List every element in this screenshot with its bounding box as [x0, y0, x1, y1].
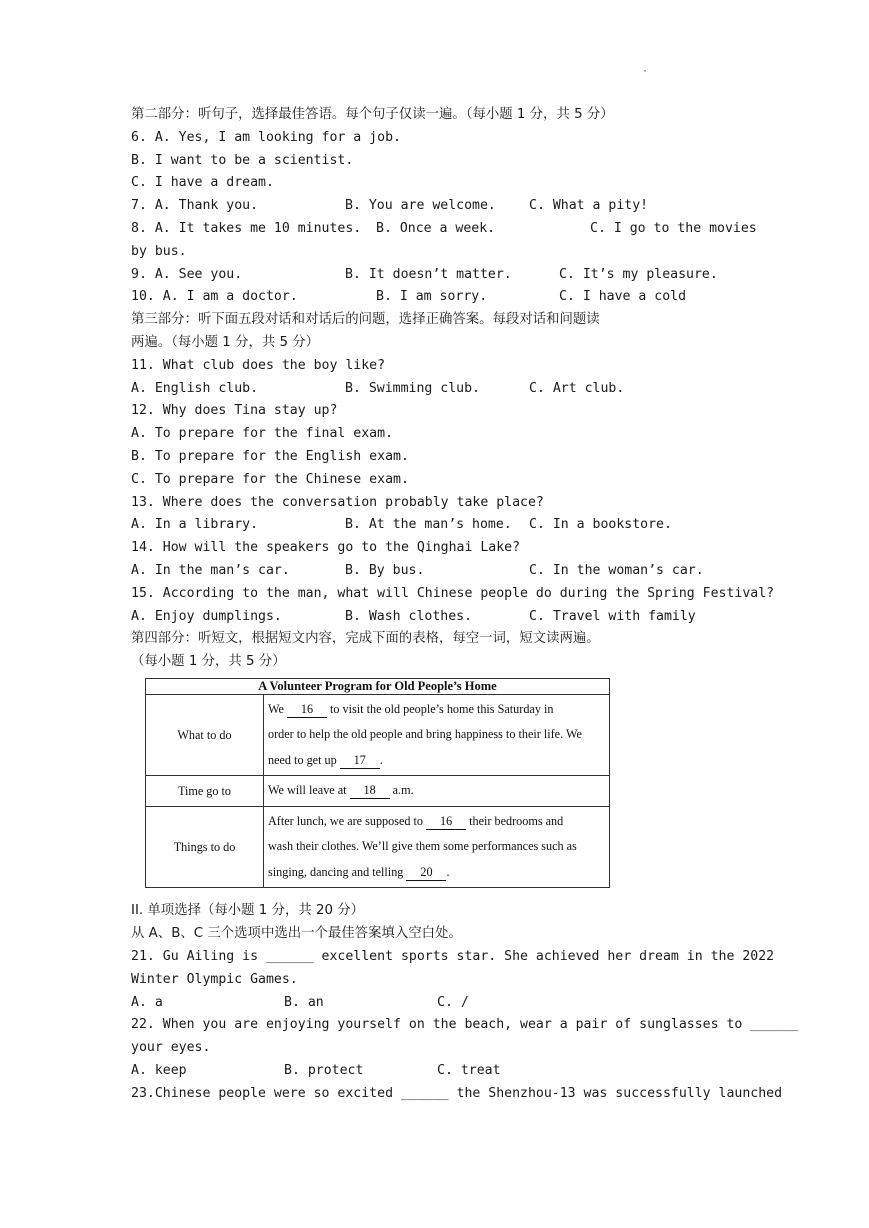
q10-options	[131, 286, 741, 309]
q12-option-a: A. To prepare for the final exam.	[131, 426, 394, 442]
q15-stem: 15. According to the man, what will Chinese people do during the Spring Festival?	[131, 585, 775, 601]
part4-heading-line1: 第四部分：听短文，根据短文内容，完成下面的表格，每空一词，短文读两遍。	[131, 631, 600, 647]
q21-line1: 21. Gu Ailing is ______ excellent sports star. She achieved her dream in the 2022	[131, 949, 775, 965]
q6-option-a: 6. A. Yes, I am looking for a job.	[131, 129, 401, 145]
blank-18: 18	[350, 782, 390, 799]
corner-mark: ·	[642, 66, 649, 77]
q14-option-c: C. In the woman’s car.	[529, 562, 704, 578]
q9-option-a: 9. A. See you.	[131, 266, 243, 282]
q11-option-a: A. English club.	[131, 380, 259, 396]
q13-option-c: C. In a bookstore.	[529, 517, 672, 533]
q10-option-c: C. I have a cold	[559, 289, 687, 305]
q14-option-b: B. By bus.	[345, 562, 425, 578]
row-content-what-to-do	[264, 694, 610, 776]
row1-text-1: We	[268, 701, 284, 716]
part3-heading-line1: 第三部分：听下面五段对话和对话后的问题，选择正确答案。每段对话和问题读	[131, 312, 600, 328]
q15-options	[131, 606, 741, 629]
q7-option-c: C. What a pity!	[529, 198, 649, 214]
row1-text-2: to visit the old people’s home this Saturday in	[330, 701, 554, 716]
exam-page-content	[131, 104, 798, 1106]
q7-option-a: 7. A. Thank you.	[131, 198, 259, 214]
q22-line2: your eyes.	[131, 1040, 211, 1056]
q22-option-c: C. treat	[437, 1063, 501, 1078]
row1-text-4: need to get up	[268, 752, 337, 767]
q21-option-c: C. /	[437, 994, 469, 1010]
q7-option-b: B. You are welcome.	[345, 198, 496, 214]
q23-line1: 23.Chinese people were so excited ______ the Shenzhou-13 was successfully launched	[131, 1085, 783, 1101]
q9-option-c: C. It’s my pleasure.	[559, 266, 718, 282]
table-title: A Volunteer Program for Old People’s Home	[146, 678, 610, 694]
row-label-what-to-do: What to do	[146, 694, 264, 776]
row-label-things-to-do: Things to do	[146, 806, 264, 888]
row3-text-5: .	[446, 864, 450, 879]
q6-option-b: B. I want to be a scientist.	[131, 152, 354, 168]
q11-stem: 11. What club does the boy like?	[131, 357, 386, 373]
q6-option-c: C. I have a dream.	[131, 175, 274, 191]
table-row-time-go-to	[146, 776, 610, 807]
q14-options	[131, 560, 741, 583]
q11-option-b: B. Swimming club.	[345, 380, 480, 396]
q21-option-a: A. a	[131, 994, 163, 1010]
row2-text-2: a.m.	[392, 783, 414, 798]
row1-text-5: .	[379, 752, 383, 767]
blank-16: 16	[287, 701, 327, 718]
q9-options	[131, 264, 741, 287]
q14-option-a: A. In the man’s car.	[131, 562, 290, 578]
q8-option-c-continued: by bus.	[131, 243, 187, 259]
q22-option-a: A. keep	[131, 1063, 187, 1078]
section2-instruction: 从 A、B、C 三个选项中选出一个最佳答案填入空白处。	[131, 926, 462, 942]
table-title-row	[146, 678, 610, 694]
q15-option-c: C. Travel with family	[529, 608, 696, 624]
q22-options	[131, 1060, 741, 1083]
q15-option-a: A. Enjoy dumplings.	[131, 608, 282, 624]
part4-heading-line2: （每小题 1 分，共 5 分）	[131, 654, 286, 670]
row3-text-1: After lunch, we are supposed to	[268, 813, 424, 828]
q9-option-b: B. It doesn’t matter.	[345, 266, 512, 282]
q12-stem: 12. Why does Tina stay up?	[131, 403, 338, 419]
q21-options	[131, 992, 741, 1015]
q8-option-b: B. Once a week.	[376, 220, 496, 236]
part2-heading: 第二部分：听句子，选择最佳答语。每个句子仅读一遍。（每小题 1 分，共 5 分）	[131, 107, 614, 122]
q8-option-c: C. I go to the movies	[590, 220, 757, 236]
volunteer-program-table	[145, 678, 610, 889]
q7-options	[131, 195, 741, 218]
q11-options	[131, 378, 741, 401]
q22-line1: 22. When you are enjoying yourself on the beach, wear a pair of sunglasses to ______	[131, 1017, 798, 1033]
q12-option-c: C. To prepare for the Chinese exam.	[131, 471, 409, 487]
q8-option-a: 8. A. It takes me 10 minutes.	[131, 220, 362, 236]
row2-text-1: We will leave at	[268, 783, 347, 798]
q11-option-c: C. Art club.	[529, 380, 625, 396]
q13-option-a: A. In a library.	[131, 517, 259, 533]
blank-17: 17	[340, 752, 380, 769]
row-label-time-go-to: Time go to	[146, 776, 264, 807]
q21-option-b: B. an	[284, 994, 324, 1010]
section2-heading: II. 单项选择（每小题 1 分，共 20 分）	[131, 903, 365, 919]
q10-option-a: 10. A. I am a doctor.	[131, 289, 298, 305]
q8-options	[131, 218, 757, 241]
q12-option-b: B. To prepare for the English exam.	[131, 448, 409, 464]
row3-text-2: their bedrooms and	[469, 813, 564, 828]
blank-19: 16	[426, 813, 466, 830]
part3-heading-line2: 两遍。（每小题 1 分，共 5 分）	[131, 334, 320, 350]
q14-stem: 14. How will the speakers go to the Qinghai Lake?	[131, 540, 521, 556]
q22-option-b: B. protect	[284, 1063, 364, 1078]
row1-text-3: order to help the old people and bring happiness to their life. We	[268, 727, 582, 742]
q15-option-b: B. Wash clothes.	[345, 608, 473, 624]
blank-20: 20	[406, 864, 446, 881]
q13-stem: 13. Where does the conversation probably take place?	[131, 494, 544, 510]
row-content-time-go-to	[264, 776, 610, 807]
row-content-things-to-do	[264, 806, 610, 888]
table-row-what-to-do	[146, 694, 610, 776]
q21-line2: Winter Olympic Games.	[131, 971, 298, 987]
table-row-things-to-do	[146, 806, 610, 888]
q13-option-b: B. At the man’s home.	[345, 517, 512, 533]
q10-option-b: B. I am sorry.	[376, 289, 488, 305]
row3-text-4: singing, dancing and telling	[268, 864, 404, 879]
q13-options	[131, 514, 741, 537]
row3-text-3: wash their clothes. We’ll give them some performances such as	[268, 839, 577, 854]
